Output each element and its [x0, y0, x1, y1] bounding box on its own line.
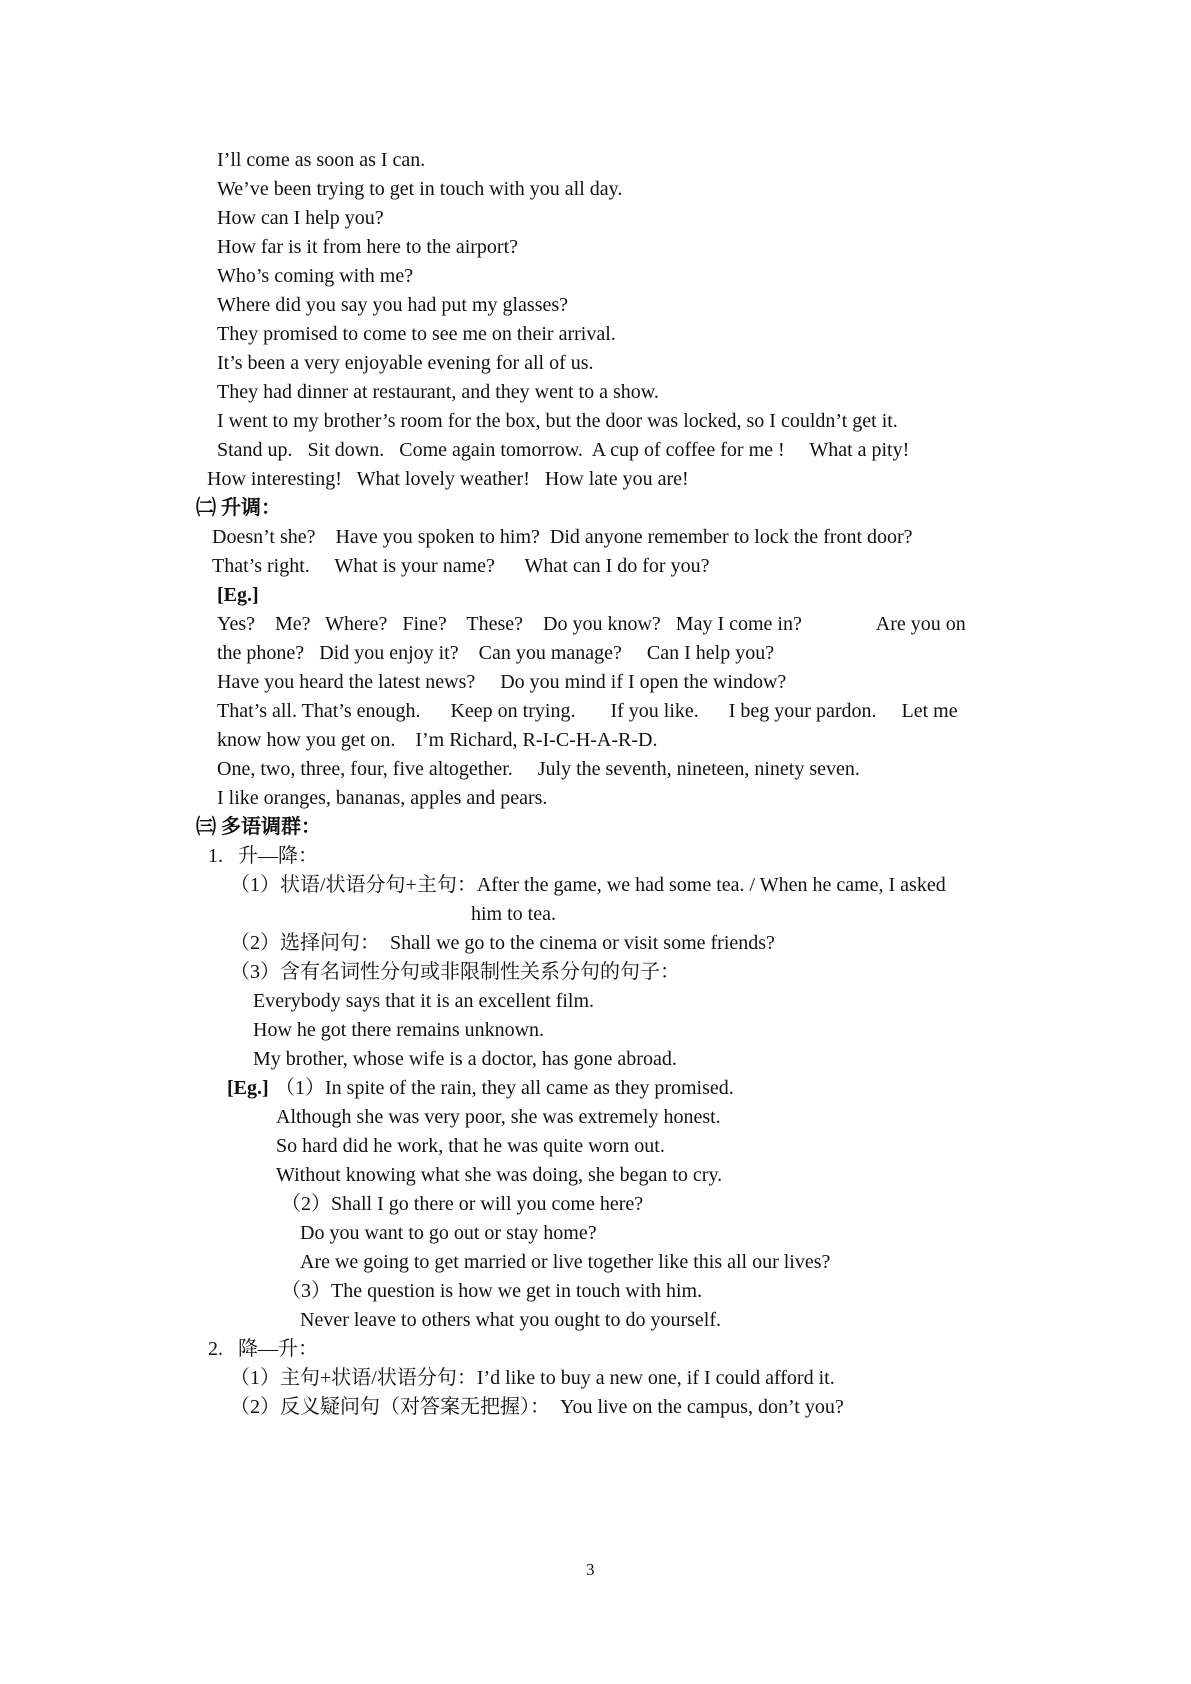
example-line: Although she was very poor, she was extremely honest.: [276, 1106, 721, 1128]
example-line: How interesting! What lovely weather! How late you are!: [207, 468, 689, 490]
example-line: Never leave to others what you ought to do yourself.: [300, 1309, 722, 1331]
example-line: Have you heard the latest news? Do you mind if I open the window?: [217, 671, 787, 693]
example-line: （1）In spite of the rain, they all came as they promised.: [275, 1077, 734, 1099]
example-line: Yes? Me? Where? Fine? These? Do you know? May I come in? Are you on: [217, 613, 966, 635]
example-line: Doesn’t she? Have you spoken to him? Did anyone remember to lock the front door?: [212, 526, 913, 548]
example-line: Everybody says that it is an excellent film.: [253, 990, 595, 1012]
example-line: So hard did he work, that he was quite worn out.: [276, 1135, 665, 1157]
rule-line: （1）主句+状语/状语分句：I’d like to buy a new one, if I could afford it.: [230, 1367, 835, 1389]
subsection-title: 1. 升—降：: [208, 845, 318, 867]
example-line: That’s right. What is your name? What can I do for you?: [212, 555, 710, 577]
example-line: the phone? Did you enjoy it? Can you manage? Can I help you?: [217, 642, 775, 664]
section-heading-rising-tone: ㈡ 升调：: [196, 497, 281, 519]
example-line: I’ll come as soon as I can.: [217, 149, 426, 171]
subsection-title: 2. 降—升：: [208, 1338, 318, 1360]
example-line: We’ve been trying to get in touch with you all day.: [217, 178, 623, 200]
example-line: They promised to come to see me on their arrival.: [217, 323, 616, 345]
example-line: Stand up. Sit down. Come again tomorrow. A cup of coffee for me ! What a pity!: [217, 439, 910, 461]
example-line: It’s been a very enjoyable evening for all of us.: [217, 352, 594, 374]
example-line: How can I help you?: [217, 207, 384, 229]
example-line: My brother, whose wife is a doctor, has gone abroad.: [253, 1048, 677, 1070]
example-line: I went to my brother’s room for the box, but the door was locked, so I couldn’t get it.: [217, 410, 898, 432]
rule-line: （3）含有名词性分句或非限制性关系分句的句子：: [230, 961, 680, 983]
example-line: Where did you say you had put my glasses?: [217, 294, 569, 316]
example-line: How he got there remains unknown.: [253, 1019, 545, 1041]
example-line: Who’s coming with me?: [217, 265, 414, 287]
section-heading-multi-tone: ㈢ 多语调群：: [196, 816, 321, 838]
example-line: Do you want to go out or stay home?: [300, 1222, 597, 1244]
example-line: They had dinner at restaurant, and they went to a show.: [217, 381, 659, 403]
eg-label: [Eg.]: [227, 1077, 269, 1099]
example-line: Are we going to get married or live together like this all our lives?: [300, 1251, 831, 1273]
rule-line: （2）反义疑问句（对答案无把握）： You live on the campus, don’t you?: [230, 1396, 844, 1418]
example-line: know how you get on. I’m Richard, R-I-C-H-A-R-D.: [217, 729, 658, 751]
eg-label: [Eg.]: [217, 584, 259, 606]
example-line: I like oranges, bananas, apples and pears.: [217, 787, 548, 809]
example-line: （2）Shall I go there or will you come here?: [281, 1193, 644, 1215]
rule-line: （2）选择问句： Shall we go to the cinema or visit some friends?: [230, 932, 775, 954]
example-line: （3）The question is how we get in touch with him.: [281, 1280, 703, 1302]
rule-line: （1）状语/状语分句+主句：After the game, we had some tea. / When he came, I asked: [230, 874, 946, 896]
example-line: Without knowing what she was doing, she began to cry.: [276, 1164, 723, 1186]
page-number: 3: [586, 1560, 595, 1579]
rule-line-continued: him to tea.: [471, 903, 556, 925]
example-line: That’s all. That’s enough. Keep on trying. If you like. I beg your pardon. Let me: [217, 700, 958, 722]
example-line: One, two, three, four, five altogether. July the seventh, nineteen, ninety seven.: [217, 758, 860, 780]
example-line: How far is it from here to the airport?: [217, 236, 519, 258]
